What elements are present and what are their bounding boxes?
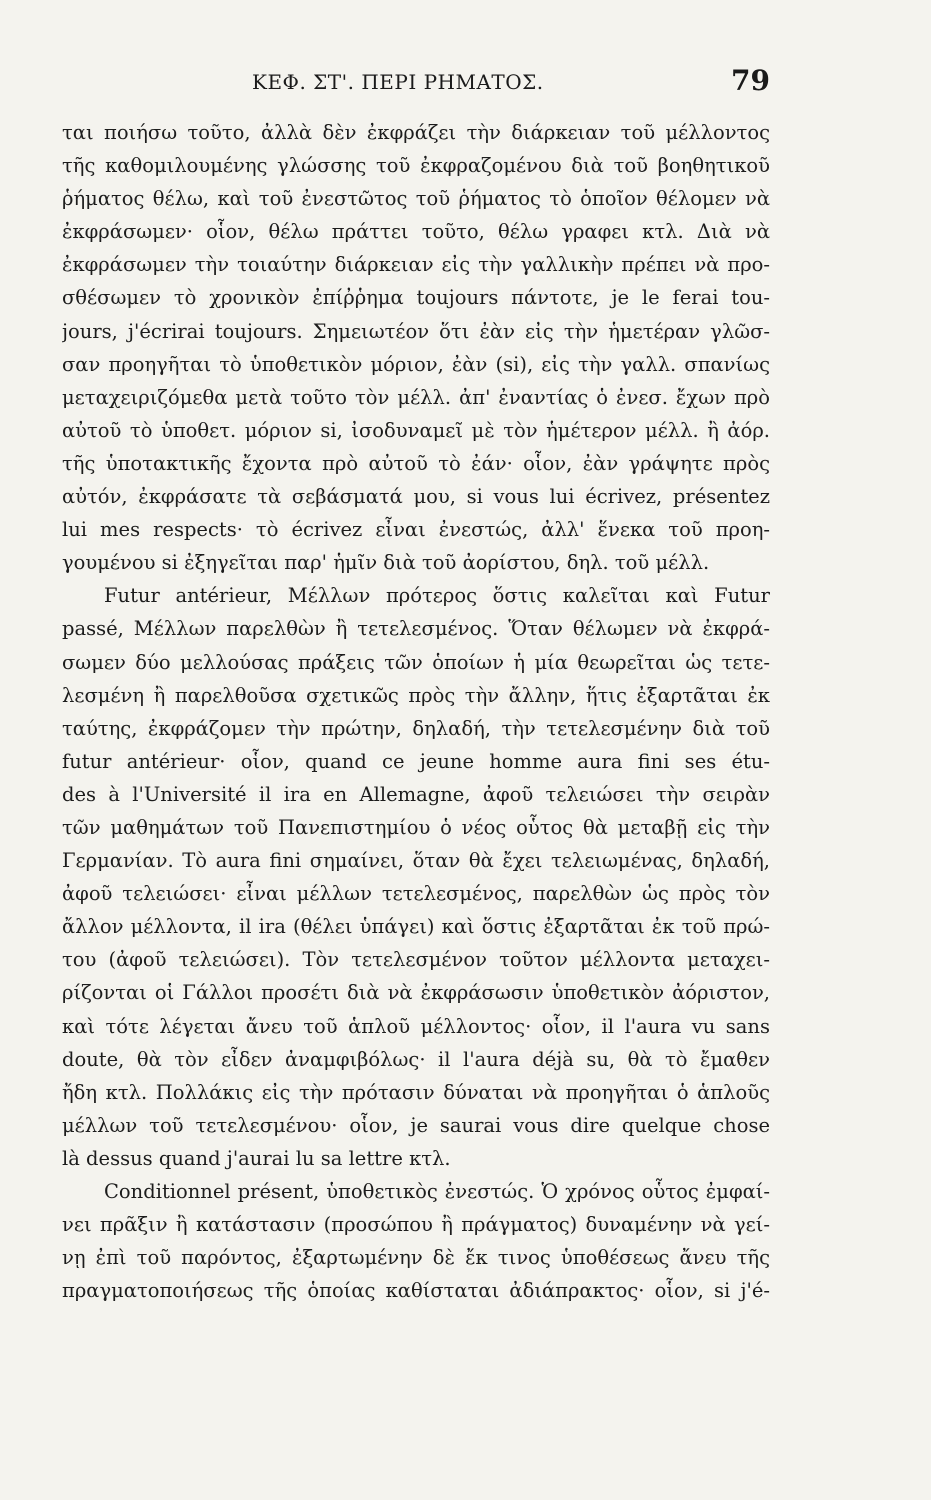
text-line: σωμεν δύο μελλούσας πράξεις τῶν ὁποίων ἡ μία θεωρεῖται ὡς τετε- <box>62 650 770 674</box>
text-line: ρίζονται οἱ Γάλλοι προσέτι διὰ νὰ ἐκφράσωσιν ὑποθετικὸν ἀόριστον, <box>62 981 770 1005</box>
running-head: ΚΕΦ. ΣΤ'. ΠΕΡΙ ΡΗΜΑΤΟΣ. <box>252 70 544 94</box>
text-line: lui mes respects· τὸ écrivez εἶναι ἐνεστώς, ἀλλ' ἕνεκα τοῦ προη- <box>62 518 770 542</box>
text-line: μεταχειριζόμεθα μετὰ τοῦτο τὸν μέλλ. ἀπ' ἐναντίας ὁ ἐνεσ. ἔχων πρὸ <box>62 385 770 409</box>
text-line: νει πρᾶξιν ἢ κατάστασιν (προσώπου ἢ πράγματος) δυναμένην νὰ γεί- <box>62 1213 770 1237</box>
text-line: αὐτόν, ἐκφράσατε τὰ σεβάσματά μου, si vous lui écrivez, présentez <box>62 485 770 509</box>
text-line: jours, j'écrirai toujours. Σημειωτέον ὅτι ἐὰν εἰς τὴν ἡμετέραν γλῶσ- <box>62 319 770 343</box>
paragraph-start-line: Futur antérieur, Μέλλων πρότερος ὅστις καλεῖται καὶ Futur <box>104 584 770 608</box>
text-line: ἐκφράσωμεν· οἷον, θέλω πράττει τοῦτο, θέλω γραφει κτλ. Διὰ νὰ <box>62 220 770 244</box>
text-line: μέλλων τοῦ τετελεσμένου· οἷον, je saurai vous dire quelque chose <box>62 1113 770 1137</box>
text-line: τῶν μαθημάτων τοῦ Πανεπιστημίου ὁ νέος οὗτος θὰ μεταβῇ εἰς τὴν <box>62 815 770 839</box>
text-line: σθέσωμεν τὸ χρονικὸν ἐπίῤῥημα toujours πάντοτε, je le ferai tou- <box>62 286 770 310</box>
text-line: αὐτοῦ τὸ ὑποθετ. μόριον si, ἰσοδυναμεῖ μὲ τὸν ἡμέτερον μέλλ. ἢ ἀόρ. <box>62 418 770 442</box>
text-line: là dessus quand j'aurai lu sa lettre κτλ. <box>62 1146 451 1170</box>
text-line: des à l'Université il ira en Allemagne, ἀφοῦ τελειώσει τὴν σειρὰν <box>62 782 770 806</box>
text-line: γουμένου si ἐξηγεῖται παρ' ἡμῖν διὰ τοῦ ἀορίστου, δηλ. τοῦ μέλλ. <box>62 551 710 575</box>
text-line: passé, Μέλλων παρελθὼν ἢ τετελεσμένος. Ὅταν θέλωμεν νὰ ἐκφρά- <box>62 617 770 641</box>
text-line: ται ποιήσω τοῦτο, ἀλλὰ δὲν ἐκφράζει τὴν διάρκειαν τοῦ μέλλοντος <box>62 121 770 144</box>
body-text <box>62 116 770 1307</box>
text-line: καὶ τότε λέγεται ἄνευ τοῦ ἁπλοῦ μέλλοντος· οἷον, il l'aura vu sans <box>62 1014 770 1038</box>
text-line: ταύτης, ἐκφράζομεν τὴν πρώτην, δηλαδή, τὴν τετελεσμένην διὰ τοῦ <box>62 716 770 740</box>
text-line: τῆς καθομιλουμένης γλώσσης τοῦ ἐκφραζομένου διὰ τοῦ βοηθητικοῦ <box>62 154 770 178</box>
text-line: τῆς ὑποτακτικῆς ἔχοντα πρὸ αὐτοῦ τὸ ἐάν· οἷον, ἐὰν γράψητε πρὸς <box>62 451 770 475</box>
page-header <box>252 62 770 108</box>
text-line: doute, θὰ τὸν εἶδεν ἀναμφιβόλως· il l'aura déjà su, θὰ τὸ ἔμαθεν <box>62 1047 770 1071</box>
text-line: σαν προηγῆται τὸ ὑποθετικὸν μόριον, ἐὰν (si), εἰς τὴν γαλλ. σπανίως <box>62 352 770 376</box>
text-line: του (ἀφοῦ τελειώσει). Τὸν τετελεσμένον τοῦτον μέλλοντα μεταχει- <box>62 948 770 972</box>
text-line: ῥήματος θέλω, καὶ τοῦ ἐνεστῶτος τοῦ ῥήματος τὸ ὁποῖον θέλομεν νὰ <box>62 187 770 211</box>
text-line: ἐκφράσωμεν τὴν τοιαύτην διάρκειαν εἰς τὴν γαλλικὴν πρέπει νὰ προ- <box>62 253 770 277</box>
text-line: λεσμένη ἢ παρελθοῦσα σχετικῶς πρὸς τὴν ἄλλην, ἥτις ἐξαρτᾶται ἐκ <box>62 683 770 707</box>
page-number: 79 <box>731 64 770 97</box>
text-line: ἤδη κτλ. Πολλάκις εἰς τὴν πρότασιν δύναται νὰ προηγῆται ὁ ἁπλοῦς <box>62 1080 770 1104</box>
text-line: πραγματοποιήσεως τῆς ὁποίας καθίσταται ἀδιάπρακτος· οἷον, si j'é- <box>62 1279 770 1303</box>
text-line: νῃ ἐπὶ τοῦ παρόντος, ἐξαρτωμένην δὲ ἔκ τινος ὑποθέσεως ἄνευ τῆς <box>62 1246 770 1270</box>
text-line: ἀφοῦ τελειώσει· εἶναι μέλλων τετελεσμένος, παρελθὼν ὡς πρὸς τὸν <box>62 882 770 906</box>
text-line: futur antérieur· οἷον, quand ce jeune homme aura fini ses étu- <box>62 749 770 773</box>
text-line: Γερμανίαν. Τὸ aura fini σημαίνει, ὅταν θὰ ἔχει τελειωμένας, δηλαδή, <box>62 849 770 873</box>
paragraph-start-line: Conditionnel présent, ὑποθετικὸς ἐνεστώς. Ὁ χρόνος οὗτος ἐμφαί- <box>104 1180 770 1203</box>
text-line: ἄλλον μέλλοντα, il ira (θέλει ὑπάγει) καὶ ὅστις ἐξαρτᾶται ἐκ τοῦ πρώ- <box>62 915 770 939</box>
